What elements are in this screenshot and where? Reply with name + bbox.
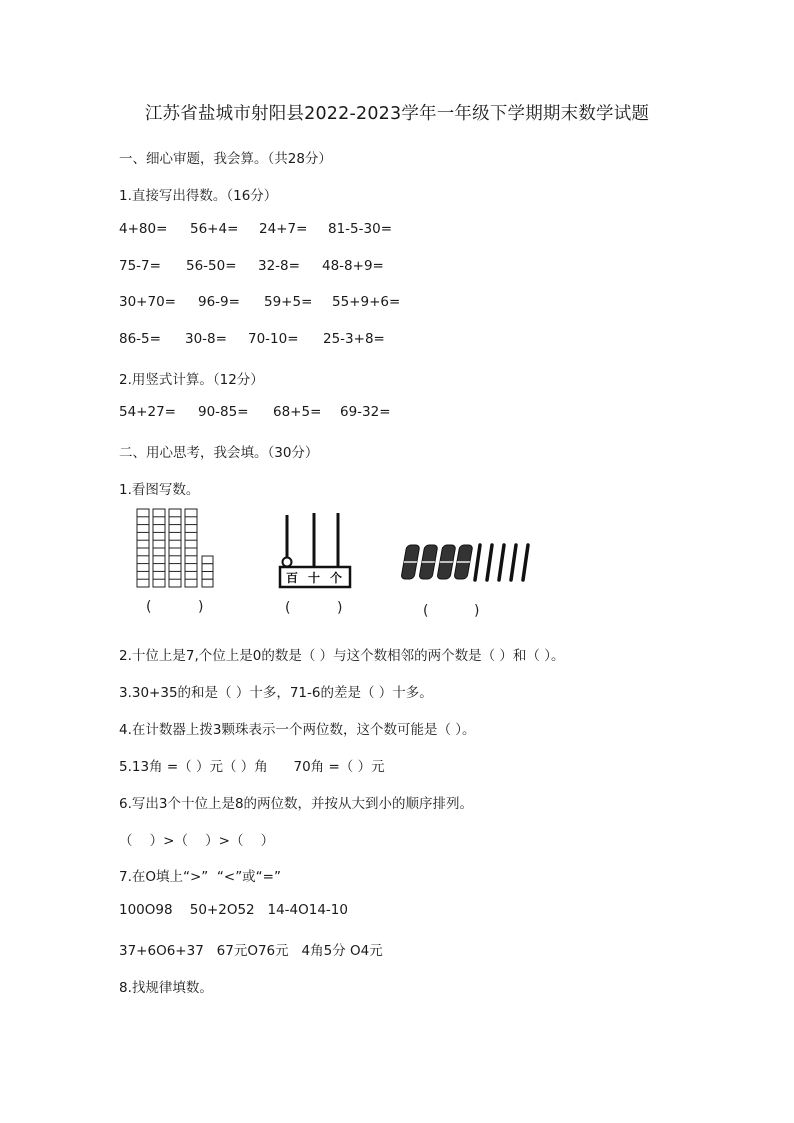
calc-item: 70-10= (248, 331, 299, 347)
section2-heading: 二、用心思考，我会填。（30分） (119, 445, 319, 461)
calc-item: 24+7= (259, 221, 308, 237)
s2-q1-label: 1.看图写数。 (119, 482, 200, 498)
paren-close-1: ) (198, 599, 204, 615)
paren-open-3: ( (423, 603, 429, 619)
stick-bundles-figure (401, 545, 473, 579)
vertical-calc-item: 90-85= (198, 404, 249, 420)
ten-rod-1 (137, 509, 149, 587)
calc-item: 48-8+9= (322, 258, 384, 274)
calc-row-2 (119, 258, 384, 274)
section1-heading: 一、细心审题，我会算。（共28分） (119, 151, 332, 167)
figure-strip (118, 503, 558, 628)
calc-row-1 (119, 221, 392, 237)
calc-item: 30+70= (119, 294, 176, 310)
bundle-2 (419, 545, 438, 579)
calc-item: 4+80= (119, 221, 168, 237)
paren-open-2: ( (285, 600, 291, 616)
s2-q5: 5.13角 =（ ）元（ ）角 70角 =（ ）元 (119, 759, 385, 775)
ten-rod-4 (185, 509, 197, 587)
calc-item: 55+9+6= (332, 294, 401, 310)
paren-close-2: ) (337, 600, 343, 616)
s2-q4: 4.在计数器上拨3颗珠表示一个两位数，这个数可能是（ ）。 (119, 722, 476, 738)
abacus-label-hundreds: 百 (286, 571, 299, 585)
s2-q2: 2.十位上是7,个位上是0的数是（ ）与这个数相邻的两个数是（ ）和（ ）。 (119, 648, 565, 664)
bundle-1 (401, 545, 420, 579)
s2-q7-row2: 37+6O6+37 67元O76元 4角5分 O4元 (119, 943, 383, 959)
calc-item: 86-5= (119, 331, 161, 347)
vertical-calc-row (119, 404, 391, 420)
ten-rod-3 (169, 509, 181, 587)
calc-item: 30-8= (185, 331, 227, 347)
bundle-4 (454, 545, 473, 579)
calc-row-4 (119, 331, 385, 347)
s2-q3: 3.30+35的和是（ ）十多，71-6的差是（ ）十多。 (119, 685, 433, 701)
calc-row-3 (119, 294, 400, 310)
abacus-bead (283, 558, 292, 567)
calc-item: 96-9= (198, 294, 240, 310)
vertical-calc-item: 68+5= (273, 404, 322, 420)
s2-q6: 6.写出3个十位上是8的两位数，并按从大到小的顺序排列。 (119, 796, 474, 812)
calc-item: 81-5-30= (328, 221, 392, 237)
calc-item: 32-8= (258, 258, 300, 274)
paren-close-3: ) (474, 603, 480, 619)
paren-open-1: ( (146, 599, 152, 615)
q1-label: 1.直接写出得数。（16分） (119, 188, 278, 204)
abacus-label-ones: 个 (330, 571, 343, 585)
calc-item: 75-7= (119, 258, 161, 274)
abacus-label-tens: 十 (308, 571, 321, 585)
calc-item: 59+5= (264, 294, 313, 310)
vertical-calc-item: 69-32= (340, 404, 391, 420)
s2-q7-row1: 100O98 50+2O52 14-4O14-10 (119, 902, 348, 918)
bundle-3 (437, 545, 456, 579)
s2-q8: 8.找规律填数。 (119, 980, 213, 996)
s2-q6-blanks: （ ）>（ ）>（ ） (119, 833, 275, 849)
calc-item: 56-50= (186, 258, 237, 274)
ten-rod-2 (153, 509, 165, 587)
q2-label: 2.用竖式计算。（12分） (119, 372, 264, 388)
unit-cubes (202, 556, 213, 587)
vertical-calc-item: 54+27= (119, 404, 176, 420)
single-sticks (475, 545, 528, 580)
calc-item: 25-3+8= (323, 331, 385, 347)
figures-svg (118, 503, 558, 628)
calc-item: 56+4= (190, 221, 239, 237)
page-title: 江苏省盐城市射阳县2022-2023学年一年级下学期期末数学试题 (144, 104, 650, 124)
s2-q7: 7.在O填上“>” “<”或“=” (119, 869, 281, 885)
ten-rods-figure (137, 509, 213, 587)
